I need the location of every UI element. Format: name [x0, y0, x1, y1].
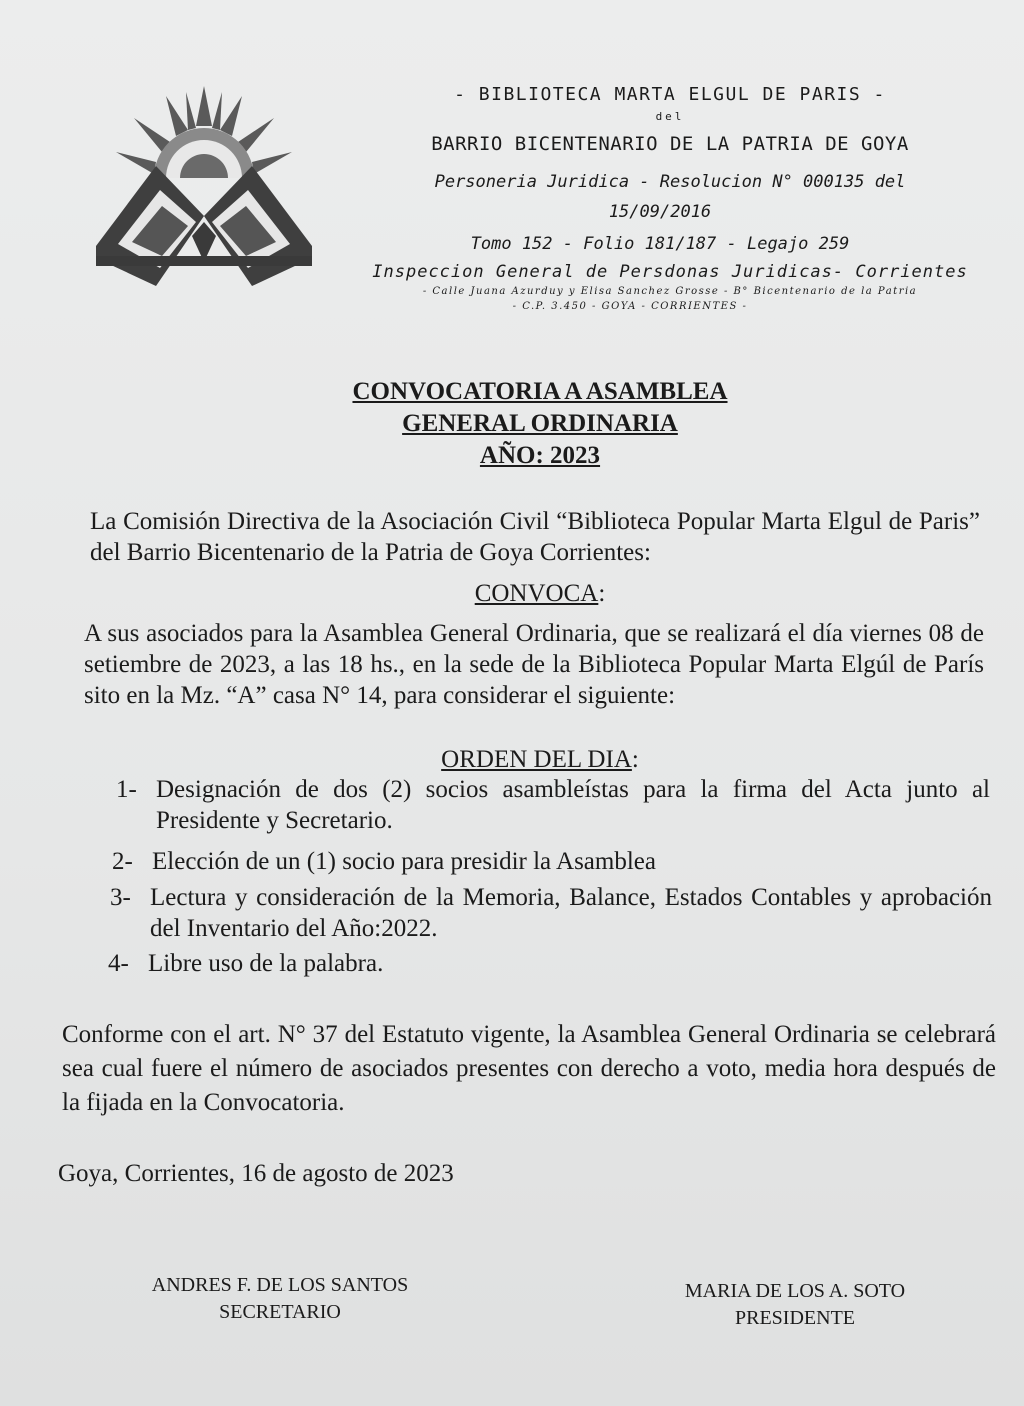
header-library-name: - BIBLIOTECA MARTA ELGUL DE PARIS -: [454, 84, 886, 105]
agenda-number: 3-: [110, 884, 131, 911]
intro-paragraph: La Comisión Directiva de la Asociación Civil “Biblioteca Popular Marta Elgul de Paris” del Barrio Bicentenario de la Patria de Goya Corrientes:: [90, 508, 980, 566]
header-personeria: Personeria Juridica - Resolucion N° 000135 del: [434, 172, 906, 192]
president-role: PRESIDENTE: [735, 1307, 855, 1329]
date-place: Goya, Corrientes, 16 de agosto de 2023: [58, 1160, 454, 1187]
agenda-text: Lectura y consideración de la Memoria, Balance, Estados Contables y aprobación del Inventario del Año:2022.: [150, 884, 992, 942]
header-tomo-folio: Tomo 152 - Folio 181/187 - Legajo 259: [470, 234, 850, 254]
agenda-item-4: [108, 948, 990, 980]
title-line-2: GENERAL ORDINARIA: [402, 410, 678, 437]
orden-label: ORDEN DEL DIA: [441, 746, 632, 773]
agenda-item-3: [110, 882, 992, 946]
convoca-heading: CONVOCA:: [474, 580, 606, 607]
secretary-name: ANDRES F. DE LOS SANTOS: [151, 1274, 409, 1296]
header-postal: - C.P. 3.450 - GOYA - CORRIENTES -: [512, 301, 748, 312]
header-del: del: [655, 110, 685, 123]
title-line-3: AÑO: 2023: [479, 442, 601, 469]
orden-heading: ORDEN DEL DIA:: [441, 746, 639, 773]
convoca-label: CONVOCA: [474, 580, 599, 607]
header-address: - Calle Juana Azurduy y Elisa Sanchez Grosse - B° Bicentenario de la Patria: [422, 286, 918, 297]
title-line-1: CONVOCATORIA A ASAMBLEA: [352, 378, 728, 405]
agenda-number: 2-: [112, 848, 133, 875]
agenda-text: Elección de un (1) socio para presidir la Asamblea: [152, 848, 656, 875]
agenda-item-1: [116, 774, 990, 838]
signature-secretary: [120, 1272, 440, 1326]
library-logo-icon: [96, 86, 312, 292]
convoca-paragraph: A sus asociados para la Asamblea General Ordinaria, que se realizará el día viernes 08 de setiembre de 2023, a las 18 hs., en la sede de la Biblioteca Popular Marta Elgúl de París sito en la Mz. “A” casa N° 14, para considerar el siguiente:: [84, 620, 984, 709]
agenda-number: 4-: [108, 950, 129, 977]
closing-paragraph: Conforme con el art. N° 37 del Estatuto vigente, la Asamblea General Ordinaria se celebrará sea cual fuere el número de asociados presentes con derecho a voto, media hora después de la fijada en la Convocatoria.: [62, 1021, 996, 1116]
signature-president: [640, 1278, 950, 1332]
agenda-number: 1-: [116, 776, 137, 803]
agenda-text: Designación de dos (2) socios asambleístas para la firma del Acta junto al Presidente y Secretario.: [156, 776, 990, 834]
secretary-role: SECRETARIO: [219, 1301, 341, 1323]
agenda-text: Libre uso de la palabra.: [148, 950, 384, 977]
header-inspeccion: Inspeccion General de Persdonas Juridicas- Corrientes: [372, 262, 968, 282]
header-barrio: BARRIO BICENTENARIO DE LA PATRIA DE GOYA: [431, 133, 909, 155]
agenda-item-2: [112, 846, 990, 878]
president-name: MARIA DE LOS A. SOTO: [684, 1280, 906, 1302]
header-resolution-date: 15/09/2016: [608, 202, 712, 222]
